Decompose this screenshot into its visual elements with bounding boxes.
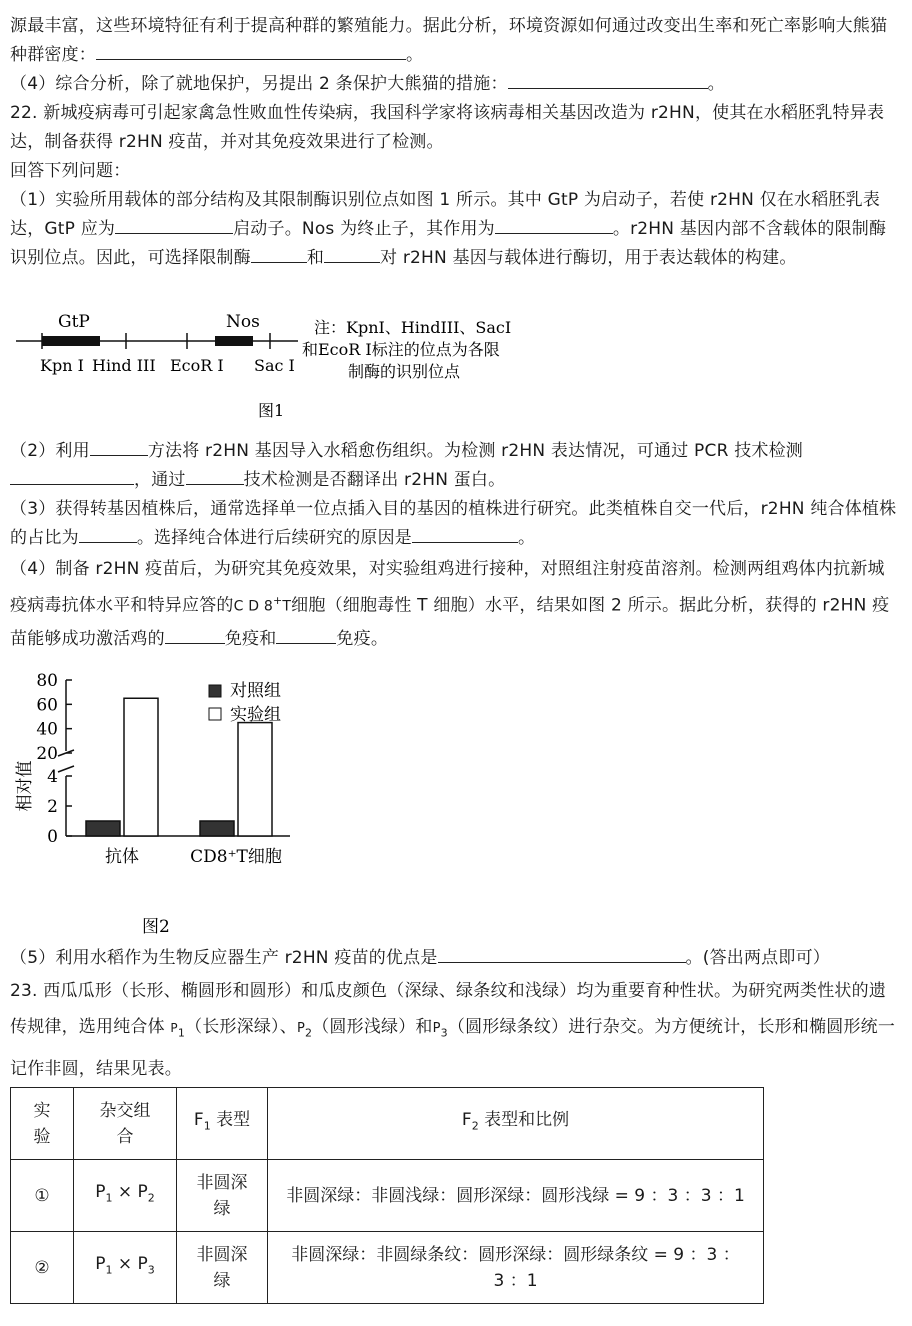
gtp-label: GtP [58, 312, 90, 332]
paragraph-q21-tail: 源最丰富，这些环境特征有利于提高种群的繁殖能力。据此分析，环境资源如何通过改变出生率和死亡率影响大熊猫种群密度： 。 [10, 16, 888, 65]
f2-cell: 非圆深绿：非圆浅绿：圆形深绿：圆形浅绿 = 9 ：3 ：3 ：1 [268, 1160, 764, 1232]
table-header-row [11, 1088, 764, 1160]
y-tick-label: 4 [47, 767, 58, 787]
figure2-caption: 图2 [142, 917, 170, 937]
answer-blank[interactable] [495, 215, 613, 234]
header-cell-experiment: 实 验 [11, 1088, 74, 1160]
y-tick-label: 60 [36, 695, 58, 716]
answer-blank[interactable] [10, 466, 134, 485]
row-number: ② [11, 1232, 74, 1304]
legend-swatch-control [209, 685, 221, 697]
answer-blank[interactable] [251, 244, 307, 263]
question-22-5: （5）利用水稻作为生物反应器生产 r2HN 疫苗的优点是 。(答出两点即可） [10, 944, 898, 973]
legend-swatch-experimental [209, 708, 221, 720]
f1-cell: 非圆深 绿 [177, 1160, 268, 1232]
hind-label: Hind III [92, 356, 156, 375]
question-22-4: （4）制备 r2HN 疫苗后，为研究其免疫效果，对实验组鸡进行接种，对照组注射疫苗溶剂。检测两组鸡体内抗新城疫病毒抗体水平和特异应答的C D 8+T细胞（细胞毒性 T 细胞）水平，结果如图 2 所示。据此分析，获得的 r2HN 疫苗能够成功激活鸡的 免疫和 免疫。 [10, 559, 890, 649]
f2-cell: 非圆深绿：非圆绿条纹：圆形深绿：圆形绿条纹 = 9 ：3 ： 3 ：1 [268, 1232, 764, 1304]
answer-blank[interactable] [115, 215, 233, 234]
answer-blank[interactable] [438, 944, 686, 963]
answer-blank[interactable] [79, 524, 137, 543]
kpn-label: Kpn I [40, 356, 84, 375]
bar-control-0 [86, 821, 120, 836]
answer-blank[interactable] [324, 244, 380, 263]
paragraph-q21-4: （4）综合分析，除了就地保护，另提出 2 条保护大熊猫的措施： 。 [10, 70, 898, 99]
answer-blank[interactable] [508, 70, 708, 89]
question-22-1: （1）实验所用载体的部分结构及其限制酶识别位点如图 1 所示。其中 GtP 为启动子，若使 r2HN 仅在水稻胚乳表达，GtP 应为 启动子。Nos 为终止子，其作用为 。r2HN 基因内部不含载体的限制酶识别位点。因此，可选择限制酶 和 对 r2HN 基因与载体进行酶切，用于表达载体的构建。 [10, 190, 887, 268]
y-tick-label: 2 [47, 797, 58, 817]
bar-control-1 [200, 821, 234, 836]
figure1-caption: 图1 [258, 401, 285, 420]
question-22-2: （2）利用 方法将 r2HN 基因导入水稻愈伤组织。为检测 r2HN 表达情况，可通过 PCR 技术检测，通过 技术检测是否翻译出 r2HN 蛋白。 [10, 437, 898, 495]
y-axis-label: 相对值 [15, 760, 35, 812]
header-cell-f2: $F_2$ 表型和比例 [268, 1088, 764, 1160]
gtp-block [42, 336, 100, 346]
text-line: 源最丰富，这些环境特征有利于提高种群的繁殖能力。据此分析，环境资源如何通过改变出生率和死亡率 [10, 16, 802, 36]
cross-cell: $P_1 \times P_2$ [74, 1160, 177, 1232]
header-cell-f1: $F_1$ 表型 [177, 1088, 268, 1160]
legend-label-control: 对照组 [230, 681, 281, 701]
nos-label: Nos [226, 312, 260, 332]
question-22-3: （3）获得转基因植株后，通常选择单一位点插入目的基因的植株进行研究。此类植株自交一代后，r2HN 纯合体植株的占比为 。选择纯合体进行后续研究的原因是 。 [10, 499, 897, 548]
question-22-intro: 22. 新城疫病毒可引起家禽急性败血性传染病，我国科学家将该病毒相关基因改造为 r2HN，使其在水稻胚乳特异表达，制备获得 r2HN 疫苗，并对其免疫效果进行了检测。 [10, 103, 885, 152]
bar-experimental-1 [238, 723, 272, 836]
bar-experimental-0 [124, 698, 158, 836]
answer-blank[interactable] [165, 625, 225, 644]
legend-label-experimental: 实验组 [230, 705, 281, 725]
y-tick-label: 0 [47, 827, 58, 847]
cross-cell: $P_1 \times P_3$ [74, 1232, 177, 1304]
figure1-note: 制酶的识别位点 [348, 362, 461, 381]
table-row [11, 1160, 764, 1232]
answer-blank[interactable] [90, 437, 148, 456]
x-category-label: 抗体 [105, 847, 139, 867]
answer-blank[interactable] [96, 41, 406, 60]
question-23-intro: 23. 西瓜瓜形（长形、椭圆形和圆形）和瓜皮颜色（深绿、绿条纹和浅绿）均为重要育种性状。为研究两类性状的遗传规律，选用纯合体 $P_1$（长形深绿）、$P_2$（圆形浅绿）和$P_3$（圆形绿条纹）进行杂交。为方便统计，长形和椭圆形统一记作非圆，结果见表。 [10, 981, 896, 1080]
text-line: 影响大熊猫种群密度： [10, 16, 888, 65]
y-tick-label: 20 [36, 744, 58, 764]
row-number: ① [11, 1160, 74, 1232]
results-table [10, 1087, 764, 1304]
x-category-label: CD8⁺T细胞 [190, 847, 282, 867]
answer-blank[interactable] [186, 466, 244, 485]
table-row [11, 1232, 764, 1304]
sac-label: Sac I [254, 356, 295, 375]
figure1-note: 和EcoR I标注的位点为各限 [302, 340, 500, 359]
ecor-label: EcoR I [170, 356, 224, 375]
vector-diagram [0, 305, 912, 425]
y-tick-label: 40 [36, 719, 58, 740]
figure1-note: 注：KpnI、HindIII、SacI [314, 318, 512, 337]
header-cell-cross: 杂交组 合 [74, 1088, 177, 1160]
answer-blank[interactable] [412, 524, 518, 543]
y-tick-label: 80 [36, 671, 58, 691]
answer-prompt: 回答下列问题： [10, 161, 131, 181]
answer-blank[interactable] [276, 625, 336, 644]
nos-block [215, 336, 253, 346]
f1-cell: 非圆深 绿 [177, 1232, 268, 1304]
bar-chart [0, 668, 912, 938]
